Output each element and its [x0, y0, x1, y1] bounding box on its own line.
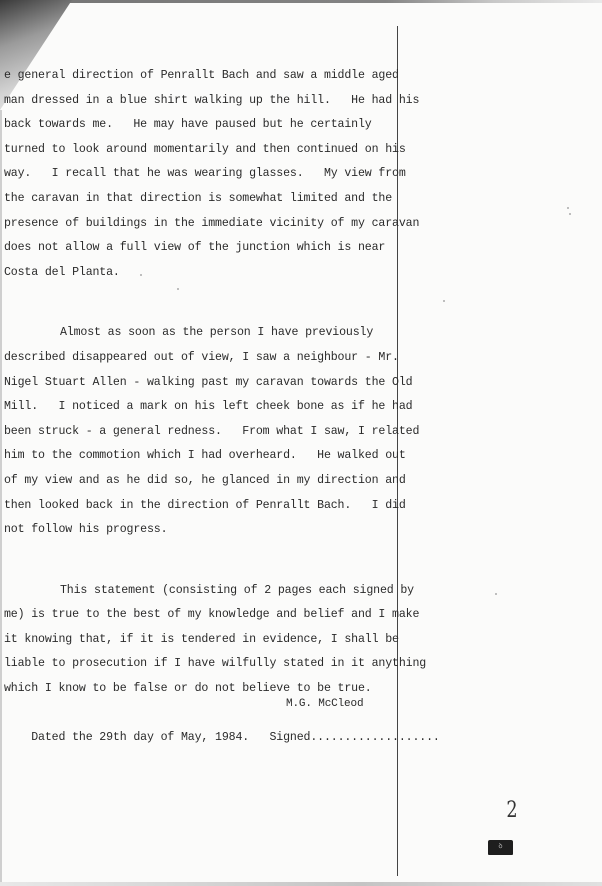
- statement-body: [4, 64, 440, 745]
- text-line: back towards me. He may have paused but he certainly: [4, 118, 372, 132]
- text-line: described disappeared out of view, I saw a neighbour - Mr.: [4, 350, 399, 364]
- text-line: been struck - a general redness. From what I saw, I related: [4, 424, 420, 438]
- paper-speck: [567, 207, 569, 209]
- paragraph-3-declaration: [4, 579, 427, 702]
- paper-speck: [140, 274, 142, 276]
- ink-stamp-mark: ꝺ: [488, 840, 513, 855]
- text-line: liable to prosecution if I have wilfully stated in it anything: [4, 657, 427, 671]
- text-line: not follow his progress.: [4, 523, 168, 537]
- dated-text: Dated the 29th day of May, 1984. Signed...................: [31, 731, 440, 745]
- text-line: Almost as soon as the person I have previously: [60, 326, 374, 340]
- page-left-edge: [0, 110, 2, 886]
- text-line: him to the commotion which I had overheard. He walked out: [4, 449, 406, 463]
- text-line: it knowing that, if it is tendered in evidence, I shall be: [4, 632, 399, 646]
- text-line: Mill. I noticed a mark on his left cheek bone as if he had: [4, 400, 413, 414]
- page-number: 2: [506, 798, 518, 823]
- page-bottom-edge: [0, 882, 602, 886]
- text-line: Costa del Planta.: [4, 265, 120, 279]
- paragraph-gap: [4, 543, 404, 579]
- text-line: presence of buildings in the immediate vicinity of my caravan: [4, 216, 420, 230]
- paper-speck: [177, 288, 179, 290]
- text-line: me) is true to the best of my knowledge and belief and I make: [4, 608, 420, 622]
- paper-speck: [443, 300, 445, 302]
- text-line: which I know to be false or do not believe to be true.: [4, 682, 372, 696]
- signature-name: M.G. McCleod: [286, 697, 364, 710]
- paragraph-gap: [4, 285, 404, 321]
- paragraph-1: [4, 64, 420, 285]
- page-top-edge: [60, 0, 602, 3]
- text-line: Nigel Stuart Allen - walking past my caravan towards the Old: [4, 375, 413, 389]
- text-line: way. I recall that he was wearing glasses. My view from: [4, 167, 406, 181]
- paper-speck: [569, 213, 571, 215]
- text-line: does not allow a full view of the junction which is near: [4, 241, 386, 255]
- text-line: man dressed in a blue shirt walking up the hill. He had his: [4, 93, 420, 107]
- text-line: then looked back in the direction of Penrallt Bach. I did: [4, 498, 406, 512]
- text-line: the caravan in that direction is somewhat limited and the: [4, 191, 393, 205]
- text-line: e general direction of Penrallt Bach and saw a middle aged: [4, 69, 399, 82]
- text-line: This statement (consisting of 2 pages each signed by: [60, 583, 414, 597]
- paper-speck: [495, 593, 497, 595]
- text-line: turned to look around momentarily and then continued on his: [4, 142, 406, 156]
- text-line: of my view and as he did so, he glanced in my direction and: [4, 473, 406, 487]
- paragraph-2: [4, 321, 420, 542]
- dated-signed-line: [4, 697, 440, 745]
